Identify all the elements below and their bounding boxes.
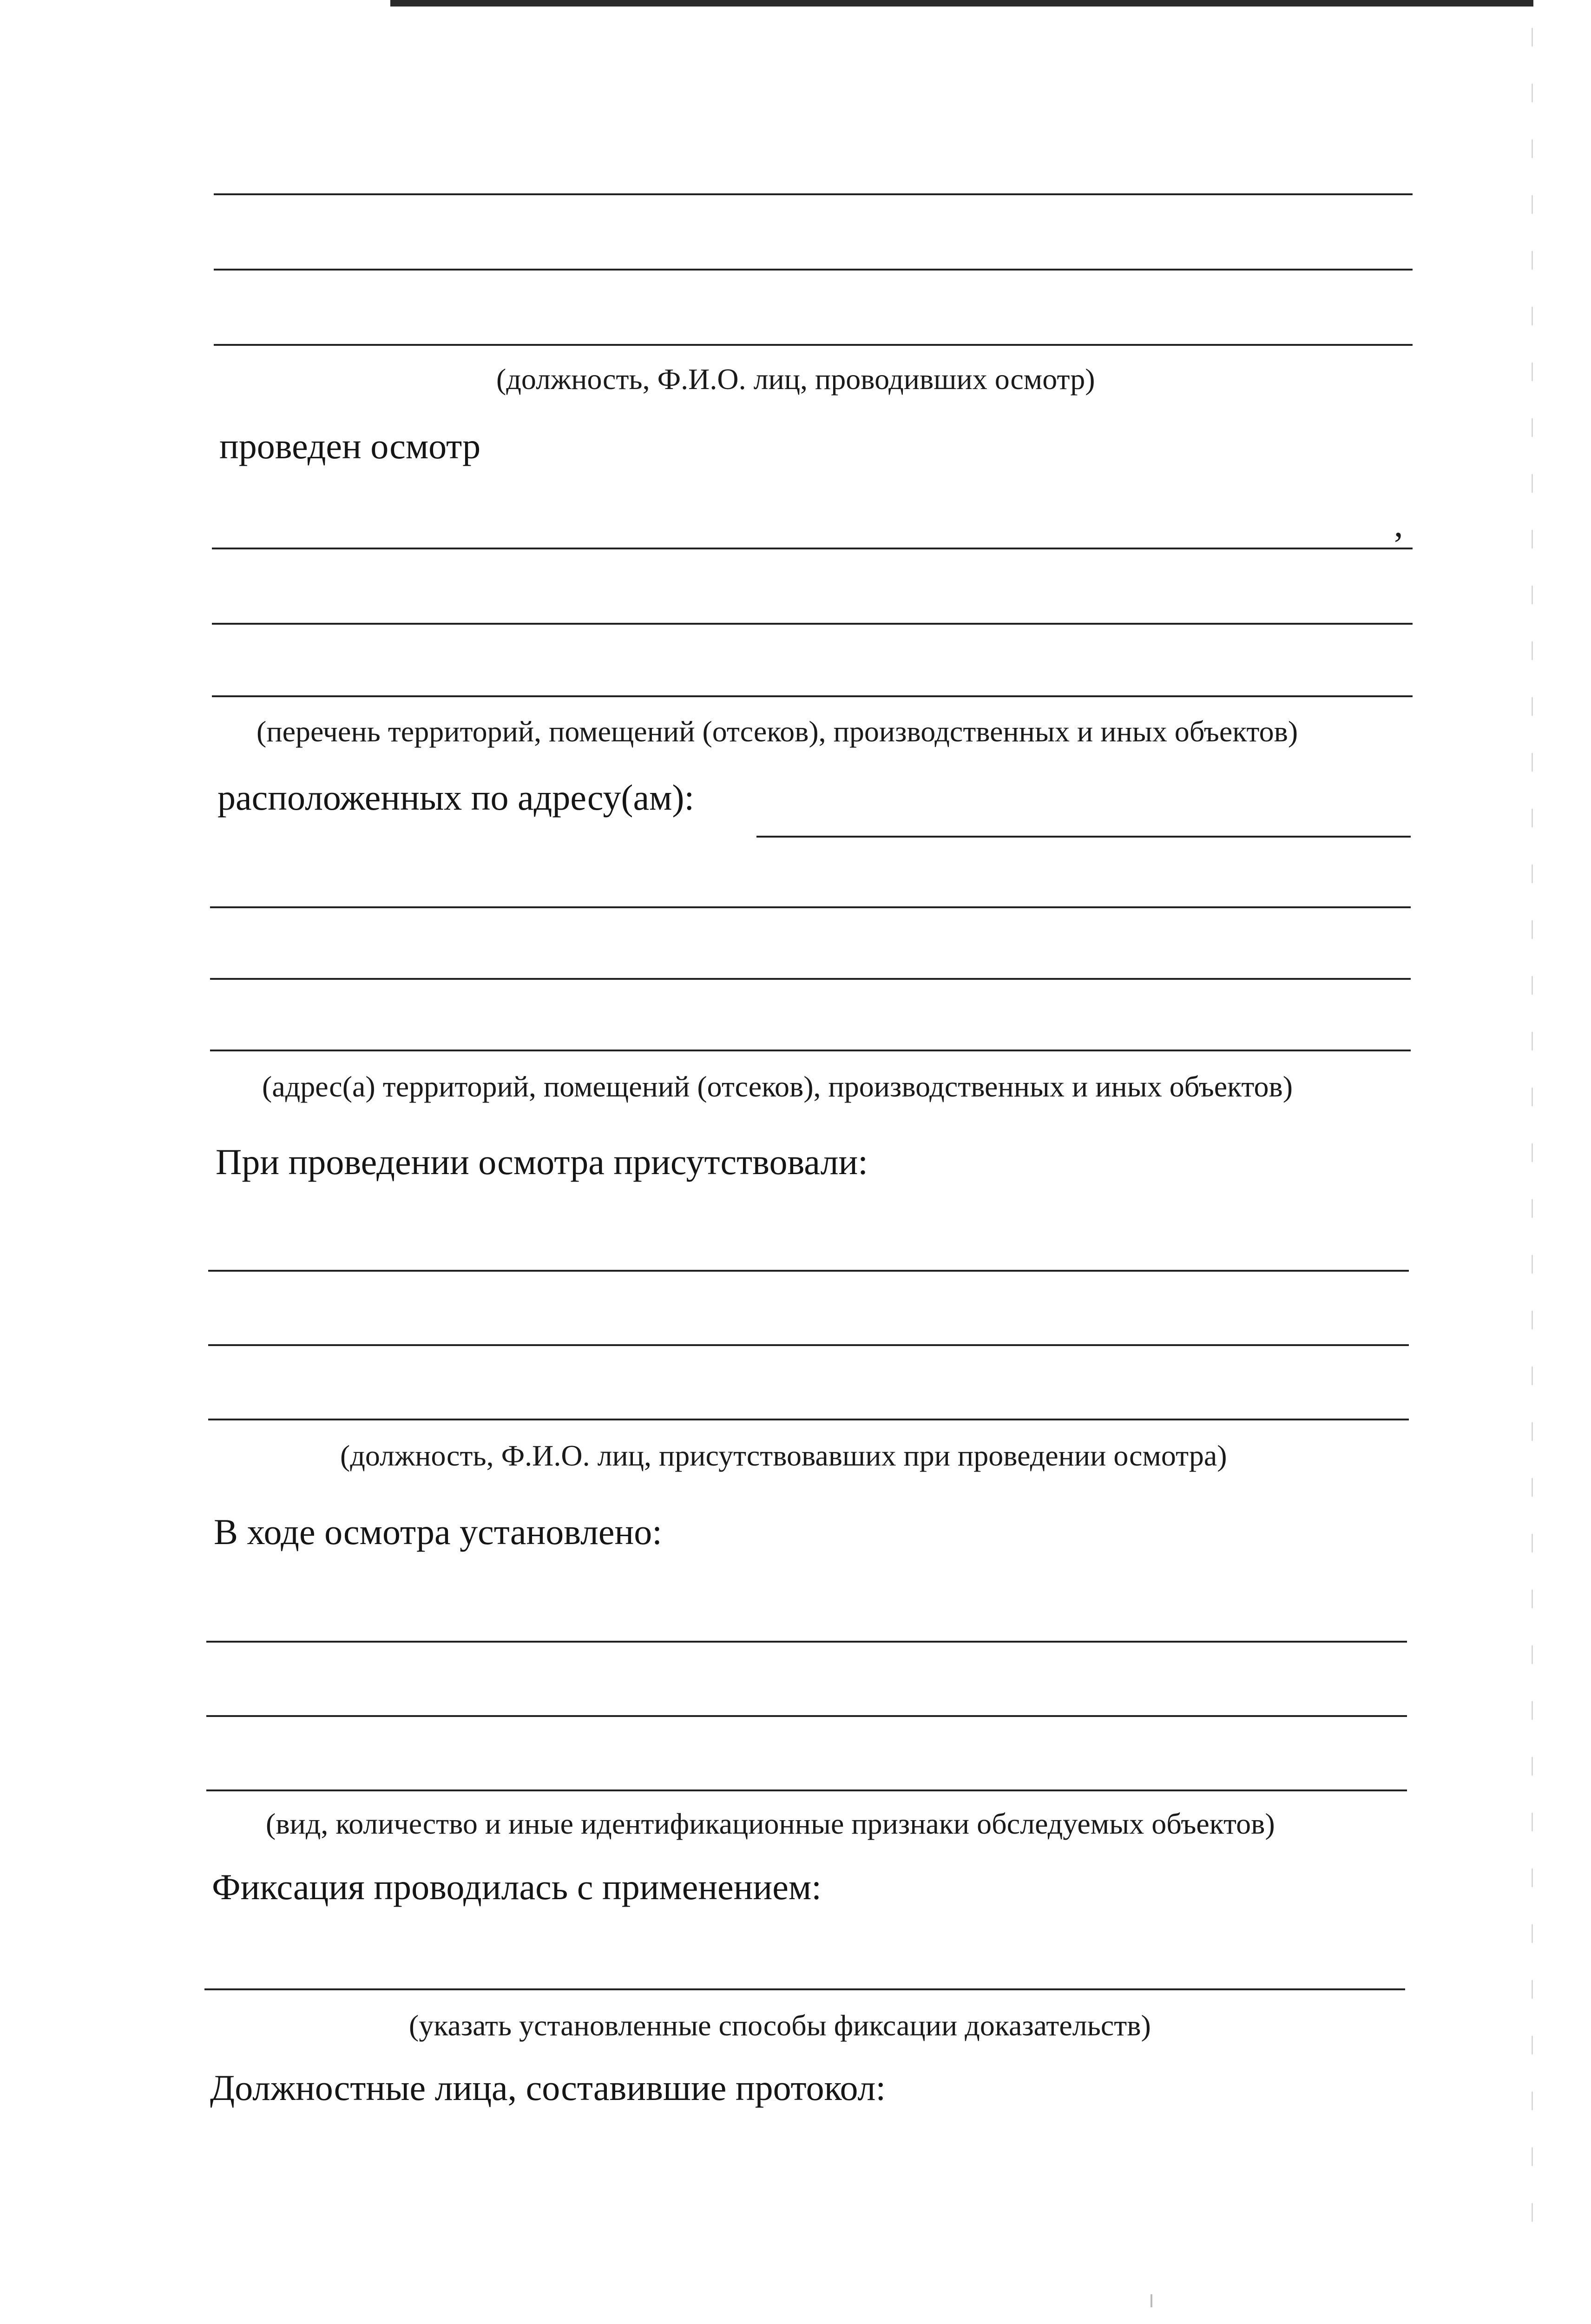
present-line-1[interactable] bbox=[208, 1270, 1409, 1272]
label-present: При проведении осмотра присутствовали: bbox=[216, 1142, 868, 1182]
label-inspection: проведен осмотр bbox=[219, 426, 481, 466]
caption-address: (адрес(а) территорий, помещений (отсеков), производственных и иных объектов) bbox=[262, 1070, 1293, 1103]
label-established: В ходе осмотра установлено: bbox=[214, 1512, 662, 1552]
scan-right-edge bbox=[1532, 28, 1533, 2259]
address-line-1[interactable] bbox=[756, 836, 1411, 838]
scan-top-edge bbox=[390, 0, 1533, 7]
label-address: расположенных по адресу(ам): bbox=[217, 777, 695, 818]
address-line-3[interactable] bbox=[210, 978, 1411, 980]
line-comma: , bbox=[1394, 504, 1403, 544]
objects-line-1[interactable] bbox=[212, 548, 1413, 549]
caption-objects: (перечень территорий, помещений (отсеков), производственных и иных объектов) bbox=[256, 715, 1298, 748]
caption-fixation: (указать установленные способы фиксации доказательств) bbox=[409, 2009, 1151, 2042]
established-line-3[interactable] bbox=[206, 1789, 1407, 1791]
label-fixation: Фиксация проводилась с применением: bbox=[212, 1867, 822, 1907]
established-line-2[interactable] bbox=[206, 1715, 1407, 1717]
inspectors-line-1[interactable] bbox=[214, 193, 1413, 195]
caption-inspectors: (должность, Ф.И.О. лиц, проводивших осмотр) bbox=[496, 363, 1095, 396]
caption-present: (должность, Ф.И.О. лиц, присутствовавших при проведении осмотра) bbox=[340, 1439, 1227, 1472]
present-line-3[interactable] bbox=[208, 1419, 1409, 1420]
address-line-4[interactable] bbox=[210, 1050, 1411, 1051]
scan-speck bbox=[1151, 2294, 1152, 2307]
objects-line-2[interactable] bbox=[212, 623, 1413, 625]
inspectors-line-2[interactable] bbox=[214, 269, 1413, 271]
present-line-2[interactable] bbox=[208, 1344, 1409, 1346]
label-officials: Должностные лица, составившие протокол: bbox=[210, 2067, 886, 2108]
established-line-1[interactable] bbox=[206, 1641, 1407, 1643]
objects-line-3[interactable] bbox=[212, 695, 1413, 697]
inspectors-line-3[interactable] bbox=[214, 344, 1413, 346]
address-line-2[interactable] bbox=[210, 906, 1411, 908]
caption-established: (вид, количество и иные идентификационные признаки обследуемых объектов) bbox=[266, 1807, 1275, 1840]
fixation-line-1[interactable] bbox=[204, 1988, 1405, 1990]
